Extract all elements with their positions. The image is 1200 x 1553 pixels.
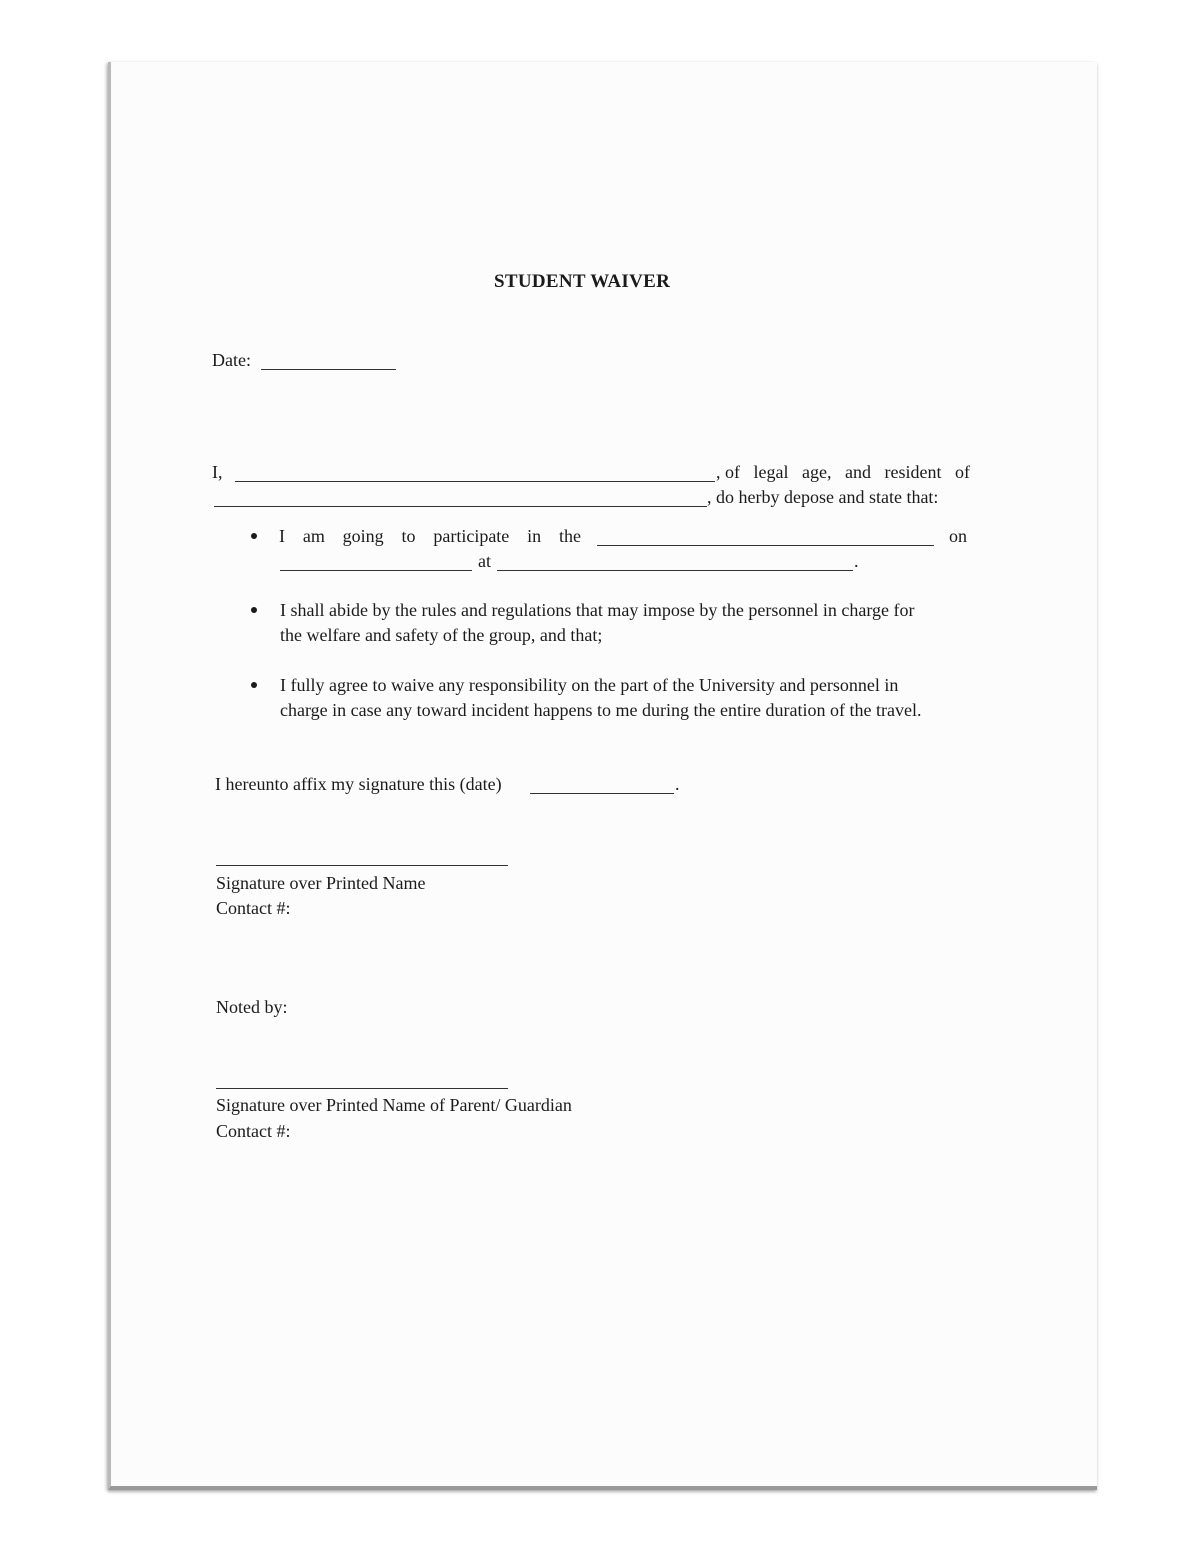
noted-by-label: Noted by: xyxy=(216,997,288,1017)
affix-text: I hereunto affix my signature this (date) xyxy=(215,774,502,794)
legal-age-word: resident xyxy=(884,462,942,482)
legal-age-word: , of xyxy=(716,462,740,482)
legal-age-word: of xyxy=(954,462,970,482)
participate-word: the xyxy=(558,526,581,546)
date-blank[interactable] xyxy=(261,369,396,370)
student-signature-line[interactable] xyxy=(216,865,508,866)
guardian-contact-label: Contact #: xyxy=(216,1121,291,1141)
on-label: on xyxy=(949,526,967,546)
activity-blank[interactable] xyxy=(597,545,934,546)
legal-age-text xyxy=(716,461,970,483)
location-blank[interactable] xyxy=(497,570,853,571)
participate-word: in xyxy=(527,526,542,546)
at-label: at xyxy=(478,551,491,571)
legal-age-word: and xyxy=(844,462,871,482)
period: . xyxy=(854,551,859,571)
student-signature-label: Signature over Printed Name xyxy=(216,873,426,893)
participate-word: going xyxy=(342,526,384,546)
bullet-dot xyxy=(251,607,257,613)
period: . xyxy=(675,774,680,794)
bullet-dot xyxy=(251,682,257,688)
waiver-line-2: charge in case any toward incident happens to me during the entire duration of the travel. xyxy=(280,700,922,720)
bullet-dot xyxy=(251,533,257,539)
participate-word: to xyxy=(401,526,416,546)
participate-word: I xyxy=(279,526,285,546)
guardian-signature-label: Signature over Printed Name of Parent/ Guardian xyxy=(216,1095,572,1115)
rules-line-2: the welfare and safety of the group, and that; xyxy=(280,625,603,645)
participate-word: participate xyxy=(433,526,510,546)
rules-line-1: I shall abide by the rules and regulations that may impose by the personnel in charge for xyxy=(280,600,915,620)
name-blank[interactable] xyxy=(235,481,715,482)
event-date-blank[interactable] xyxy=(280,570,472,571)
legal-age-word: legal xyxy=(753,462,789,482)
date-label: Date: xyxy=(212,350,251,370)
depose-text: , do herby depose and state that: xyxy=(707,487,939,507)
legal-age-word: age, xyxy=(801,462,832,482)
page-title: STUDENT WAIVER xyxy=(494,271,671,292)
affix-date-blank[interactable] xyxy=(530,793,674,794)
residence-blank[interactable] xyxy=(214,506,707,507)
guardian-signature-line[interactable] xyxy=(216,1088,508,1089)
participate-text xyxy=(279,525,581,547)
intro-i-label: I, xyxy=(212,462,223,482)
waiver-line-1: I fully agree to waive any responsibility on the part of the University and personnel in xyxy=(280,675,899,695)
student-contact-label: Contact #: xyxy=(216,898,291,918)
participate-word: am xyxy=(302,526,325,546)
